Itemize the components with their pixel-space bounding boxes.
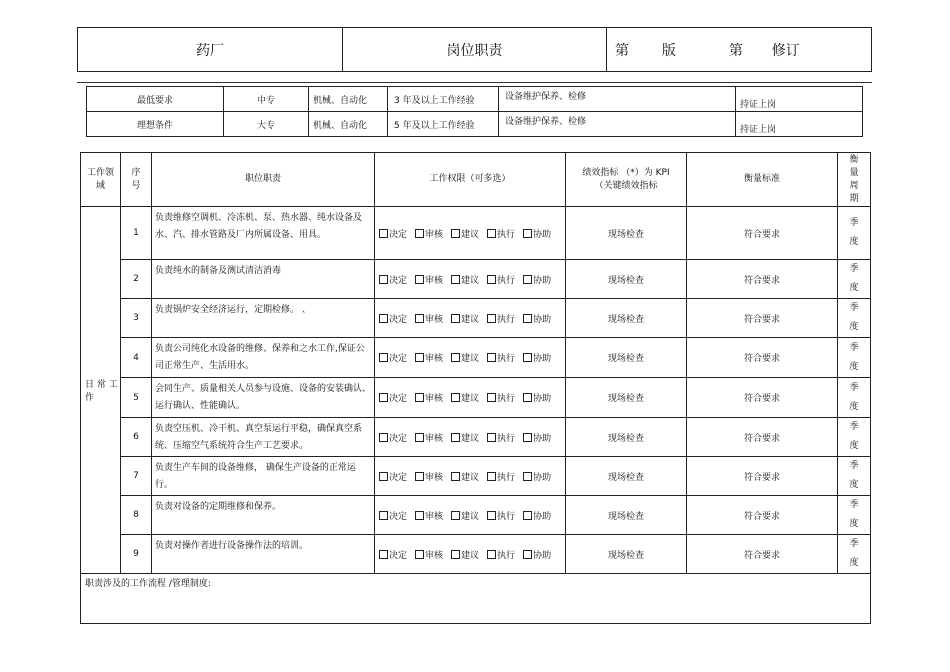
row-standard: 符合要求 (687, 260, 838, 299)
row-cycle-part: 度 (849, 237, 859, 247)
checkbox-icon[interactable] (487, 314, 496, 323)
authority-option-label: 执行 (497, 394, 516, 404)
authority-option[interactable] (379, 315, 407, 325)
header-area: 工作领域 (81, 153, 121, 207)
row-kpi: 现场检查 (566, 457, 687, 496)
row-duty: 负责生产车间的设备维修， 确保生产设备的正常运行。 (152, 457, 375, 496)
row-seq: 7 (121, 457, 152, 496)
table-row (81, 496, 871, 535)
checkbox-icon[interactable] (379, 393, 388, 402)
authority-option[interactable] (487, 276, 515, 286)
row-cycle-part: 度 (849, 322, 859, 332)
authority-option-label: 建议 (461, 275, 480, 286)
document-header (77, 27, 872, 72)
checkbox-icon[interactable] (379, 433, 388, 442)
row-cycle (838, 535, 871, 574)
checkbox-icon[interactable] (487, 275, 496, 284)
requirement-certificate: 持证上岗 (736, 87, 863, 112)
authority-option[interactable] (379, 354, 407, 364)
authority-option-label: 审核 (425, 472, 444, 483)
checkbox-icon[interactable] (379, 511, 388, 520)
checkbox-icon[interactable] (415, 353, 424, 362)
version-info (607, 28, 872, 72)
duties-table (80, 152, 871, 624)
authority-option-label: 决定 (389, 472, 408, 483)
authority-option-label: 决定 (389, 229, 408, 240)
checkbox-icon[interactable] (451, 393, 460, 402)
checkbox-icon[interactable] (451, 314, 460, 323)
row-seq: 3 (121, 299, 152, 338)
checkbox-icon[interactable] (523, 472, 532, 481)
requirement-education: 大专 (224, 112, 309, 137)
row-cycle-part: 季 (849, 461, 859, 471)
row-standard: 符合要求 (687, 338, 838, 378)
authority-option[interactable] (451, 434, 479, 444)
requirement-skills: 设备维护保养、检修 (499, 87, 736, 112)
authority-option-label: 协助 (533, 314, 552, 325)
row-cycle-part: 度 (849, 480, 859, 490)
row-seq: 9 (121, 535, 152, 574)
authority-option[interactable] (379, 551, 407, 561)
requirement-experience: 5 年及以上工作经验 (388, 112, 499, 137)
row-authority (375, 535, 566, 574)
row-duty: 负责对设备的定期维修和保养。 (152, 496, 375, 535)
checkbox-icon[interactable] (487, 433, 496, 442)
authority-option-label: 审核 (425, 275, 444, 286)
table-header-row (81, 153, 871, 207)
header-duty: 职位职责 (152, 153, 375, 207)
authority-option[interactable] (487, 230, 515, 240)
checkbox-icon[interactable] (451, 433, 460, 442)
row-duty: 负责公司纯化水设备的维修、保养和之水工作,保证公司正常生产、生活用水。 (152, 338, 375, 378)
authority-option[interactable] (415, 230, 443, 240)
authority-option-label: 建议 (461, 314, 480, 325)
row-standard: 符合要求 (687, 378, 838, 418)
row-duty: 负责对操作者进行设备操作法的培训。 (152, 535, 375, 574)
row-cycle (838, 378, 871, 418)
row-standard: 符合要求 (687, 535, 838, 574)
authority-option[interactable] (523, 434, 551, 444)
authority-option[interactable] (451, 473, 479, 483)
header-kpi: 绩效指标 （*）为 KPI（关键绩效指标 (566, 153, 687, 207)
authority-option[interactable] (487, 473, 515, 483)
row-duty: 负责空压机、冷干机、真空泵运行平稳，确保真空系统、压缩空气系统符合生产工艺要求。 (152, 418, 375, 457)
checkbox-icon[interactable] (487, 511, 496, 520)
row-kpi: 现场检查 (566, 496, 687, 535)
authority-option-label: 决定 (389, 314, 408, 325)
row-duty: 负责纯水的制备及测试清洁消毒 (152, 260, 375, 299)
row-authority (375, 418, 566, 457)
authority-option[interactable] (487, 512, 515, 522)
authority-option[interactable] (415, 354, 443, 364)
authority-option[interactable] (379, 230, 407, 240)
row-kpi: 现场检查 (566, 299, 687, 338)
table-row (81, 378, 871, 418)
authority-option[interactable] (451, 315, 479, 325)
row-cycle-part: 度 (849, 441, 859, 451)
row-authority (375, 338, 566, 378)
authority-option[interactable] (523, 276, 551, 286)
authority-option[interactable] (415, 473, 443, 483)
authority-option-label: 协助 (533, 275, 552, 286)
checkbox-icon[interactable] (487, 393, 496, 402)
table-row (81, 299, 871, 338)
authority-option-label: 协助 (533, 550, 552, 561)
requirement-major: 机械、自动化 (309, 87, 388, 112)
checkbox-icon[interactable] (451, 472, 460, 481)
requirement-experience: 3 年及以上工作经验 (388, 87, 499, 112)
table-row (81, 338, 871, 378)
checkbox-icon[interactable] (379, 353, 388, 362)
row-cycle-part: 度 (849, 361, 859, 372)
authority-option[interactable] (415, 276, 443, 286)
row-cycle (838, 338, 871, 378)
row-kpi: 现场检查 (566, 338, 687, 378)
authority-option-label: 执行 (497, 229, 516, 240)
checkbox-icon[interactable] (451, 550, 460, 559)
row-cycle-part: 度 (849, 519, 859, 529)
authority-option-label: 协助 (533, 354, 552, 364)
authority-option[interactable] (451, 230, 479, 240)
company-name: 药厂 (78, 28, 343, 72)
row-cycle (838, 260, 871, 299)
header-seq: 序号 (121, 153, 152, 207)
checkbox-icon[interactable] (487, 472, 496, 481)
authority-option[interactable] (415, 394, 443, 404)
authority-option[interactable] (415, 551, 443, 561)
checkbox-icon[interactable] (523, 229, 532, 238)
authority-option-label: 决定 (389, 394, 408, 404)
row-authority (375, 457, 566, 496)
checkbox-icon[interactable] (523, 314, 532, 323)
requirement-row (87, 112, 863, 137)
row-kpi: 现场检查 (566, 418, 687, 457)
row-cycle-part: 度 (849, 283, 859, 293)
authority-option-label: 建议 (461, 511, 480, 522)
authority-option[interactable] (415, 315, 443, 325)
checkbox-icon[interactable] (523, 550, 532, 559)
checkbox-icon[interactable] (379, 550, 388, 559)
authority-option[interactable] (523, 512, 551, 522)
checkbox-icon[interactable] (487, 353, 496, 362)
row-cycle (838, 207, 871, 260)
requirement-skills: 设备维护保养、检修 (499, 112, 736, 137)
divider (77, 82, 872, 83)
checkbox-icon[interactable] (451, 229, 460, 238)
row-cycle-part: 度 (849, 558, 859, 568)
authority-option-label: 审核 (425, 229, 444, 240)
checkbox-icon[interactable] (451, 353, 460, 362)
authority-option[interactable] (487, 394, 515, 404)
authority-option[interactable] (379, 512, 407, 522)
table-row (81, 260, 871, 299)
checkbox-icon[interactable] (523, 511, 532, 520)
requirement-major: 机械、自动化 (309, 112, 388, 137)
authority-option[interactable] (379, 473, 407, 483)
authority-option-label: 协助 (533, 472, 552, 483)
table-row (81, 207, 871, 260)
row-kpi: 现场检查 (566, 378, 687, 418)
authority-option-label: 执行 (497, 354, 516, 364)
authority-option-label: 审核 (425, 550, 444, 561)
row-cycle (838, 496, 871, 535)
authority-option-label: 审核 (425, 394, 444, 404)
authority-option-label: 决定 (389, 511, 408, 522)
authority-option[interactable] (379, 434, 407, 444)
row-seq: 2 (121, 260, 152, 299)
authority-option-label: 执行 (497, 550, 516, 561)
row-cycle-part: 季 (849, 264, 859, 274)
authority-option[interactable] (379, 394, 407, 404)
checkbox-icon[interactable] (451, 275, 460, 284)
authority-option-label: 执行 (497, 275, 516, 286)
checkbox-icon[interactable] (379, 229, 388, 238)
row-seq: 1 (121, 207, 152, 260)
row-seq: 8 (121, 496, 152, 535)
authority-option-label: 审核 (425, 314, 444, 325)
row-duty: 负责维修空调机、冷冻机、泵、热水器、纯水设备及水、汽、排水管路及厂内所属设备、用具。 (152, 207, 375, 260)
requirement-row (87, 87, 863, 112)
checkbox-icon[interactable] (487, 229, 496, 238)
row-duty: 会同生产、质量相关人员参与设施、设备的安装确认、运行确认、性能确认。 (152, 378, 375, 418)
authority-option[interactable] (451, 354, 479, 364)
authority-option-label: 建议 (461, 472, 480, 483)
authority-option[interactable] (523, 230, 551, 240)
table-row (81, 535, 871, 574)
authority-option[interactable] (451, 394, 479, 404)
authority-option[interactable] (415, 512, 443, 522)
authority-option-label: 决定 (389, 275, 408, 286)
authority-option[interactable] (451, 551, 479, 561)
authority-option-label: 审核 (425, 511, 444, 522)
authority-option[interactable] (523, 551, 551, 561)
authority-option-label: 协助 (533, 511, 552, 522)
authority-option-label: 协助 (533, 229, 552, 240)
row-cycle-part: 季 (849, 382, 859, 393)
checkbox-icon[interactable] (523, 353, 532, 362)
row-cycle-part: 季 (849, 303, 859, 313)
checkbox-icon[interactable] (415, 229, 424, 238)
row-authority (375, 207, 566, 260)
checkbox-icon[interactable] (523, 393, 532, 402)
authority-option-label: 建议 (461, 354, 480, 364)
row-authority (375, 496, 566, 535)
authority-option-label: 协助 (533, 394, 552, 404)
authority-option-label: 执行 (497, 511, 516, 522)
authority-option-label: 审核 (425, 354, 444, 364)
authority-option-label: 决定 (389, 433, 408, 444)
authority-option[interactable] (451, 512, 479, 522)
requirements-table (86, 86, 863, 137)
authority-option[interactable] (487, 354, 515, 364)
row-standard: 符合要求 (687, 496, 838, 535)
authority-option-label: 执行 (497, 472, 516, 483)
footer-row (81, 574, 871, 624)
authority-option[interactable] (523, 394, 551, 404)
workflow-note: 职责涉及的工作流程 /管理制度: (81, 574, 871, 624)
row-authority (375, 260, 566, 299)
header-standard: 衡量标准 (687, 153, 838, 207)
requirement-education: 中专 (224, 87, 309, 112)
row-kpi: 现场检查 (566, 207, 687, 260)
checkbox-icon[interactable] (415, 393, 424, 402)
row-kpi: 现场检查 (566, 535, 687, 574)
authority-option-label: 建议 (461, 394, 480, 404)
authority-option-label: 审核 (425, 433, 444, 444)
authority-option-label: 执行 (497, 314, 516, 325)
authority-option[interactable] (523, 315, 551, 325)
work-area-label: 日 常 工作 (81, 207, 121, 574)
row-duty: 负责锅炉安全经济运行，定期检修。 、 (152, 299, 375, 338)
authority-option[interactable] (487, 315, 515, 325)
revision-label-1: 第 (728, 42, 743, 59)
requirement-certificate: 持证上岗 (736, 112, 863, 137)
table-row (81, 457, 871, 496)
authority-option[interactable] (523, 473, 551, 483)
checkbox-icon[interactable] (379, 472, 388, 481)
checkbox-icon[interactable] (379, 314, 388, 323)
table-row (81, 418, 871, 457)
row-cycle-part: 度 (849, 401, 859, 412)
requirement-label: 理想条件 (87, 112, 224, 137)
row-seq: 4 (121, 338, 152, 378)
authority-option[interactable] (451, 276, 479, 286)
page-title: 岗位职责 (343, 28, 607, 72)
row-cycle-part: 季 (849, 342, 859, 353)
checkbox-icon[interactable] (415, 314, 424, 323)
authority-option[interactable] (487, 434, 515, 444)
authority-option[interactable] (523, 354, 551, 364)
row-kpi: 现场检查 (566, 260, 687, 299)
checkbox-icon[interactable] (415, 550, 424, 559)
header-authority: 工作权限（可多选） (375, 153, 566, 207)
authority-option-label: 决定 (389, 354, 408, 364)
row-cycle-part: 季 (849, 539, 859, 549)
row-cycle (838, 418, 871, 457)
checkbox-icon[interactable] (451, 511, 460, 520)
authority-option-label: 建议 (461, 550, 480, 561)
checkbox-icon[interactable] (415, 433, 424, 442)
authority-option[interactable] (379, 276, 407, 286)
checkbox-icon[interactable] (379, 275, 388, 284)
row-cycle-part: 季 (849, 500, 859, 510)
header-cycle: 衡量周期 (838, 153, 871, 207)
authority-option-label: 决定 (389, 550, 408, 561)
row-cycle-part: 季 (849, 422, 859, 432)
row-standard: 符合要求 (687, 299, 838, 338)
checkbox-icon[interactable] (415, 511, 424, 520)
row-standard: 符合要求 (687, 418, 838, 457)
row-authority (375, 378, 566, 418)
checkbox-icon[interactable] (415, 472, 424, 481)
row-seq: 5 (121, 378, 152, 418)
version-label-1: 第 (615, 42, 629, 59)
authority-option-label: 执行 (497, 433, 516, 444)
authority-option-label: 建议 (461, 433, 480, 444)
row-seq: 6 (121, 418, 152, 457)
row-standard: 符合要求 (687, 207, 838, 260)
checkbox-icon[interactable] (415, 275, 424, 284)
authority-option-label: 协助 (533, 433, 552, 444)
version-label-2: 版 (661, 42, 676, 59)
row-cycle-part: 季 (849, 218, 859, 228)
checkbox-icon[interactable] (523, 275, 532, 284)
checkbox-icon[interactable] (487, 550, 496, 559)
row-cycle (838, 299, 871, 338)
row-authority (375, 299, 566, 338)
row-cycle (838, 457, 871, 496)
checkbox-icon[interactable] (523, 433, 532, 442)
requirement-label: 最低要求 (87, 87, 224, 112)
row-standard: 符合要求 (687, 457, 838, 496)
authority-option[interactable] (487, 551, 515, 561)
authority-option[interactable] (415, 434, 443, 444)
authority-option-label: 建议 (461, 229, 480, 240)
revision-label-2: 修订 (771, 42, 800, 59)
